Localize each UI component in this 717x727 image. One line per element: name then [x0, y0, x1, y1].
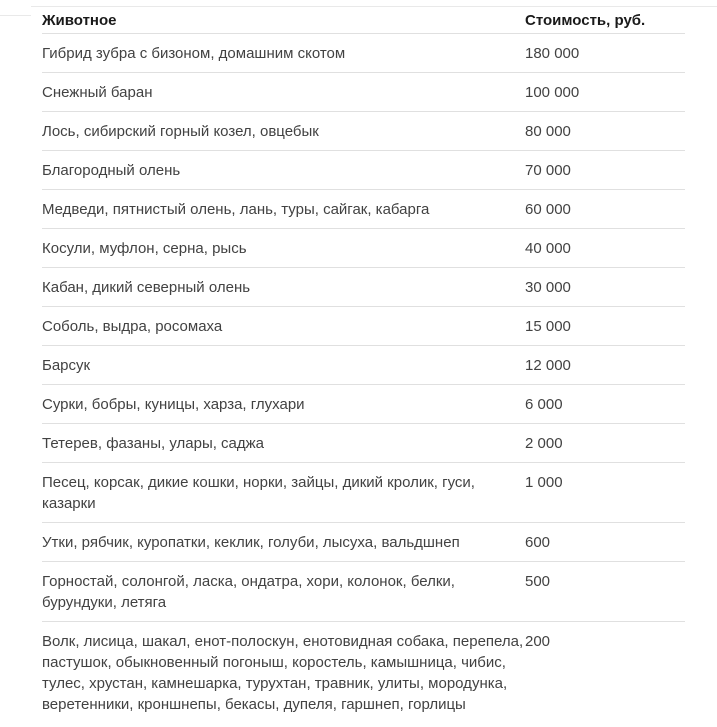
table-header: [42, 4, 685, 34]
animal-cell: Гибрид зубра с бизоном, домашним скотом: [42, 34, 525, 73]
table-row: [42, 385, 685, 424]
price-cell: 6 000: [525, 385, 685, 424]
animal-cell: Лось, сибирский горный козел, овцебык: [42, 112, 525, 151]
price-cell: 200: [525, 633, 551, 650]
table-row: [42, 307, 685, 346]
animal-cell: Косули, муфлон, серна, рысь: [42, 229, 525, 268]
table-row: [42, 346, 685, 385]
price-cell: 600: [525, 523, 685, 562]
top-border-fragment-left: [0, 15, 31, 16]
column-header-price: Стоимость, руб.: [525, 4, 685, 34]
table-row: [42, 151, 685, 190]
price-cell: 180 000: [525, 34, 685, 73]
table-row: [42, 73, 685, 112]
price-cell: 100 000: [525, 73, 685, 112]
animal-cell: Медведи, пятнистый олень, лань, туры, сайгак, кабарга: [42, 190, 525, 229]
table-row: [42, 523, 685, 562]
table-row: [42, 190, 685, 229]
table-row: [42, 562, 685, 622]
animal-cell: Сурки, бобры, куницы, харза, глухари: [42, 385, 525, 424]
top-border-fragment-right: [31, 6, 717, 7]
price-cell: 500: [525, 562, 685, 622]
animal-cell: Кабан, дикий северный олень: [42, 268, 525, 307]
price-cell: 12 000: [525, 346, 685, 385]
price-cell: 60 000: [525, 190, 685, 229]
table-row: [42, 229, 685, 268]
table-row: [42, 268, 685, 307]
animal-cell: Горностай, солонгой, ласка, ондатра, хори, колонок, белки, бурундуки, летяга: [42, 562, 525, 622]
animal-cell: Волк, лисица, шакал, енот-полоскун, енотовидная собака, перепела, пастушок, обыкновенный погоныш, коростель, камышница, чибис, тулес, хрустан, камнешарка, турухтан, травник, улиты, мородунка, веретенники, кроншнепы, бекасы, дупеля, гаршнеп, горлицы: [42, 633, 524, 713]
price-cell: 80 000: [525, 112, 685, 151]
header-row: [42, 4, 685, 34]
table-body: [42, 34, 685, 724]
animal-cell: Соболь, выдра, росомаха: [42, 307, 525, 346]
animal-cell: Барсук: [42, 346, 525, 385]
table-row: [42, 622, 685, 724]
table-row: [42, 112, 685, 151]
animal-cell: Снежный баран: [42, 73, 525, 112]
table-row: [42, 463, 685, 523]
price-cell: 15 000: [525, 307, 685, 346]
animal-cell: Песец, корсак, дикие кошки, норки, зайцы, дикий кролик, гуси, казарки: [42, 463, 525, 523]
price-cell: 40 000: [525, 229, 685, 268]
price-cell: 2 000: [525, 424, 685, 463]
price-cell: 1 000: [525, 463, 685, 523]
column-header-animal: Животное: [42, 4, 525, 34]
animal-cell: Тетерев, фазаны, улары, саджа: [42, 424, 525, 463]
table-row: [42, 34, 685, 73]
price-cell: 30 000: [525, 268, 685, 307]
price-cell: 70 000: [525, 151, 685, 190]
animal-cell: Утки, рябчик, куропатки, кеклик, голуби, лысуха, вальдшнеп: [42, 523, 525, 562]
animal-price-table: [42, 4, 685, 723]
page: [0, 4, 717, 727]
table-row: [42, 424, 685, 463]
animal-cell: Благородный олень: [42, 151, 525, 190]
